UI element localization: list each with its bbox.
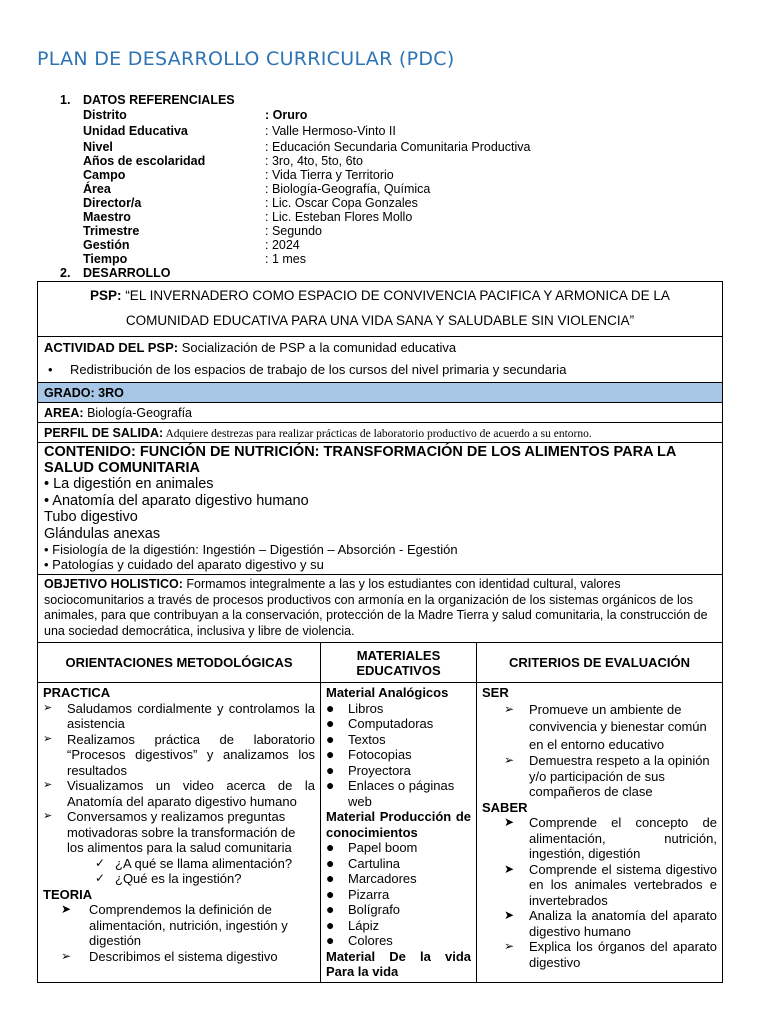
ref-value: : Segundo — [265, 224, 322, 238]
contenido-line: Glándulas anexas — [44, 525, 161, 542]
material-text: Colores — [348, 933, 393, 949]
section-heading-datos — [60, 93, 235, 107]
arrow-bullet-icon: ➢ — [504, 939, 515, 954]
header-materiales: MATERIALES EDUCATIVOS — [321, 643, 477, 682]
ref-label: Director/a — [83, 196, 142, 210]
saber-item-text: Explica los órganos del aparato digestivo — [529, 939, 717, 970]
ref-row-area — [83, 182, 530, 196]
section-label: DESARROLLO — [83, 266, 171, 280]
ref-value: : 2024 — [265, 238, 300, 252]
desarrollo-table — [37, 281, 723, 983]
ref-value: : Educación Secundaria Comunitaria Productiva — [265, 140, 531, 154]
ref-row-distrito — [83, 108, 530, 122]
ref-label: Maestro — [83, 210, 131, 224]
actividad-row — [38, 337, 722, 383]
material-item — [326, 902, 471, 918]
contenido-row — [38, 443, 722, 575]
ref-row-maestro — [83, 210, 530, 224]
arrowhead-icon: ➤ — [504, 908, 515, 923]
ref-row-campo — [83, 168, 530, 182]
orientaciones-cell — [38, 683, 321, 982]
material-text: Proyectora — [348, 762, 411, 778]
datos-referenciales-table — [83, 108, 530, 266]
ref-value: : Oruro — [265, 108, 308, 122]
arrow-bullet-icon: ➢ — [43, 732, 53, 745]
contenido-line: • Anatomía del aparato digestivo humano — [44, 492, 309, 509]
objetivo-label: OBJETIVO HOLISTICO: — [44, 577, 183, 591]
actividad-text: Socialización de PSP a la comunidad educativa — [178, 340, 457, 355]
ref-label: Nivel — [83, 140, 113, 154]
section-label: DATOS REFERENCIALES — [83, 93, 235, 107]
material-item — [326, 716, 471, 732]
ref-row-gestion — [83, 238, 530, 252]
psp-row — [38, 282, 722, 337]
contenido-line: • La digestión en animales — [44, 476, 214, 492]
contenido-title — [44, 444, 716, 476]
ref-label: Tiempo — [83, 252, 128, 266]
ref-row-anos — [83, 154, 530, 168]
round-bullet-icon: ● — [326, 699, 335, 716]
actividad-bullet-item — [44, 361, 716, 378]
analogicos-title: Material Analógicos — [326, 685, 449, 701]
practica-title: PRACTICA — [43, 685, 111, 701]
round-bullet-icon: ● — [326, 715, 335, 732]
ref-label: Unidad Educativa — [83, 124, 188, 138]
round-bullet-icon: ● — [326, 932, 335, 949]
practica-item — [43, 701, 315, 732]
material-item — [326, 732, 471, 748]
criterios-cell — [477, 683, 722, 982]
round-bullet-icon: ● — [326, 854, 335, 871]
ser-title: SER — [482, 685, 509, 701]
saber-title: SABER — [482, 799, 528, 815]
arrow-bullet-icon: ➢ — [43, 701, 53, 714]
ref-value: : Lic. Esteban Flores Mollo — [265, 210, 413, 224]
objetivo-text: Formamos integralmente a las y los estudiantes con identidad cultural, valores sociocomunitarios a través de procesos productivos con armonía en la organización de los sistemas orgánicos de los animales, para que contribuyan a la conservación, protección de la Madre Tierra y salud comunitaria, la construcción de una sociedad democrática, inclusiva y libre de violencia. — [44, 577, 708, 638]
round-bullet-icon: ● — [326, 839, 335, 856]
round-bullet-icon: ● — [326, 901, 335, 918]
round-bullet-icon: ● — [326, 870, 335, 887]
teoria-item — [43, 949, 315, 965]
contenido-line: • Fisiología de la digestión: Ingestión – Digestión – Absorción - Egestión — [44, 542, 458, 557]
round-bullet-icon: ● — [326, 761, 335, 778]
ser-item — [482, 753, 717, 800]
material-item — [326, 763, 471, 779]
ref-label: Gestión — [83, 238, 130, 252]
saber-item-text: Comprende el concepto de alimentación, nutrición, ingestión, digestión — [529, 815, 717, 862]
practica-item — [43, 732, 315, 779]
material-text: Pizarra — [348, 886, 390, 902]
section-number: 1. — [60, 93, 71, 107]
area-label: AREA: — [44, 406, 84, 420]
arrow-bullet-icon: ➢ — [504, 701, 515, 716]
ser-item — [482, 701, 717, 754]
arrow-bullet-icon: ➢ — [61, 948, 72, 963]
material-item — [326, 747, 471, 763]
ref-label: Años de escolaridad — [83, 154, 206, 168]
arrowhead-icon: ➤ — [504, 861, 515, 876]
header-criterios: CRITERIOS DE EVALUACIÓN — [508, 655, 691, 671]
material-item — [326, 778, 471, 809]
actividad-label: ACTIVIDAD DEL PSP: — [44, 340, 179, 355]
ref-value: : 1 mes — [265, 252, 306, 266]
ref-value: : Vida Tierra y Territorio — [265, 168, 394, 182]
round-bullet-icon: ● — [326, 730, 335, 747]
ref-row-unidad — [83, 124, 530, 138]
bullet-icon: • — [48, 362, 53, 377]
material-text: Computadoras — [348, 716, 434, 732]
arrow-bullet-icon: ➢ — [43, 779, 53, 792]
vida-title: Material De la vida Para la vida — [326, 948, 471, 980]
material-item — [326, 856, 471, 872]
teoria-item — [43, 902, 315, 949]
arrowhead-icon: ➤ — [61, 902, 72, 917]
ref-value: : 3ro, 4to, 5to, 6to — [265, 154, 363, 168]
contenido-title-text: FUNCIÓN DE NUTRICIÓN: TRANSFORMACIÓN DE LOS ALIMENTOS PARA LA SALUD COMUNITARIA — [44, 444, 676, 476]
material-item — [326, 871, 471, 887]
material-item — [326, 887, 471, 903]
teoria-item-text: Describimos el sistema digestivo — [89, 948, 278, 964]
material-text: Cartulina — [348, 855, 401, 871]
page-title: PLAN DE DESARROLLO CURRICULAR (PDC) — [37, 48, 455, 70]
contenido-line: Tubo digestivo — [44, 509, 138, 525]
produccion-title: Material Producción de conocimientos — [326, 809, 471, 840]
pregunta-item — [43, 871, 315, 887]
arrow-bullet-icon: ➢ — [43, 810, 53, 823]
pregunta-text: ¿A qué se llama alimentación? — [115, 855, 293, 871]
material-text: Lápiz — [348, 917, 380, 933]
psp-text: “EL INVERNADERO COMO ESPACIO DE CONVIVENCIA PACIFICA Y ARMONICA DE LA COMUNIDAD EDUCATIVA PARA UNA VIDA SANA Y SALUDABLE SIN VIOLENCIA” — [125, 288, 670, 328]
saber-item — [482, 939, 717, 970]
ref-label: Área — [83, 182, 111, 196]
material-item — [326, 701, 471, 717]
material-text: Bolígrafo — [348, 902, 401, 918]
ref-value: : Lic. Oscar Copa Gonzales — [265, 196, 418, 210]
ref-row-director — [83, 196, 530, 210]
check-icon: ✓ — [95, 871, 106, 886]
saber-item — [482, 815, 717, 862]
saber-item-text: Comprende el sistema digestivo en los animales vertebrados e invertebrados — [529, 861, 717, 908]
section-number: 2. — [60, 266, 71, 280]
material-text: Papel boom — [348, 840, 418, 856]
check-icon: ✓ — [95, 855, 106, 870]
perfil-label: PERFIL DE SALIDA: — [44, 426, 164, 440]
ref-row-tiempo — [83, 252, 530, 266]
material-item — [326, 840, 471, 856]
section-heading-desarrollo — [60, 266, 171, 280]
area-row — [38, 403, 722, 423]
contenido-label: CONTENIDO: — [44, 444, 136, 460]
teoria-item-text: Comprendemos la definición de alimentación, nutrición, ingestión y digestión — [89, 902, 288, 949]
material-text: Fotocopias — [348, 747, 412, 763]
saber-item — [482, 862, 717, 909]
pregunta-item — [43, 856, 315, 872]
practica-item — [43, 809, 315, 856]
perfil-text: Adquiere destrezas para realizar prácticas de laboratorio productivo de acuerdo a su entorno. — [163, 428, 592, 440]
material-text: Libros — [348, 700, 384, 716]
headers-row — [38, 643, 722, 683]
practica-item-text: Saludamos cordialmente y controlamos la asistencia — [67, 700, 315, 732]
material-text: Textos — [348, 731, 386, 747]
grado-row: GRADO: 3RO — [38, 383, 722, 403]
objetivo-row — [38, 575, 722, 643]
actividad-bullet-text: Redistribución de los espacios de trabajo de los cursos del nivel primaria y secundaria — [70, 362, 567, 377]
material-text: Marcadores — [348, 871, 417, 887]
contenido-line: • Patologías y cuidado del aparato digestivo y su — [44, 557, 324, 572]
practica-item-text: Conversamos y realizamos preguntas motivadoras sobre la transformación de los alimentos para la salud comunitaria — [67, 809, 296, 856]
ref-label: Distrito — [83, 108, 127, 122]
pregunta-text: ¿Qué es la ingestión? — [115, 871, 242, 887]
material-item — [326, 918, 471, 934]
ser-item-text: Demuestra respeto a la opinión y/o participación de sus compañeros de clase — [529, 753, 710, 800]
material-item — [326, 933, 471, 949]
round-bullet-icon: ● — [326, 746, 335, 763]
area-text: Biología-Geografía — [83, 406, 192, 420]
ser-item-text: Promueve un ambiente de convivencia y bienestar común en el entorno educativo — [529, 701, 707, 752]
material-text: Enlaces o páginas web — [348, 778, 455, 809]
arrow-bullet-icon: ➢ — [504, 753, 515, 768]
materiales-cell — [321, 683, 477, 982]
saber-item — [482, 908, 717, 939]
ref-row-nivel — [83, 140, 530, 154]
ref-value: : Biología-Geografía, Química — [265, 182, 431, 196]
ref-label: Trimestre — [83, 224, 140, 238]
ref-row-trimestre — [83, 224, 530, 238]
round-bullet-icon: ● — [326, 916, 335, 933]
perfil-row — [38, 423, 722, 443]
body-row — [38, 683, 722, 982]
ref-value: : Valle Hermoso-Vinto II — [265, 124, 396, 138]
round-bullet-icon: ● — [326, 777, 335, 794]
ref-label: Campo — [83, 168, 126, 182]
psp-label: PSP: — [90, 288, 122, 303]
header-orientaciones: ORIENTACIONES METODOLÓGICAS — [38, 643, 321, 682]
practica-item-text: Visualizamos un video acerca de la Anatomía del aparato digestivo humano — [67, 778, 315, 809]
practica-item-text: Realizamos práctica de laboratorio “Procesos digestivos” y analizamos los resultados — [67, 731, 315, 778]
arrowhead-icon: ➤ — [504, 815, 515, 830]
round-bullet-icon: ● — [326, 885, 335, 902]
saber-item-text: Analiza la anatomía del aparato digestivo humano — [529, 908, 717, 939]
teoria-title: TEORIA — [43, 886, 93, 902]
practica-item — [43, 778, 315, 809]
